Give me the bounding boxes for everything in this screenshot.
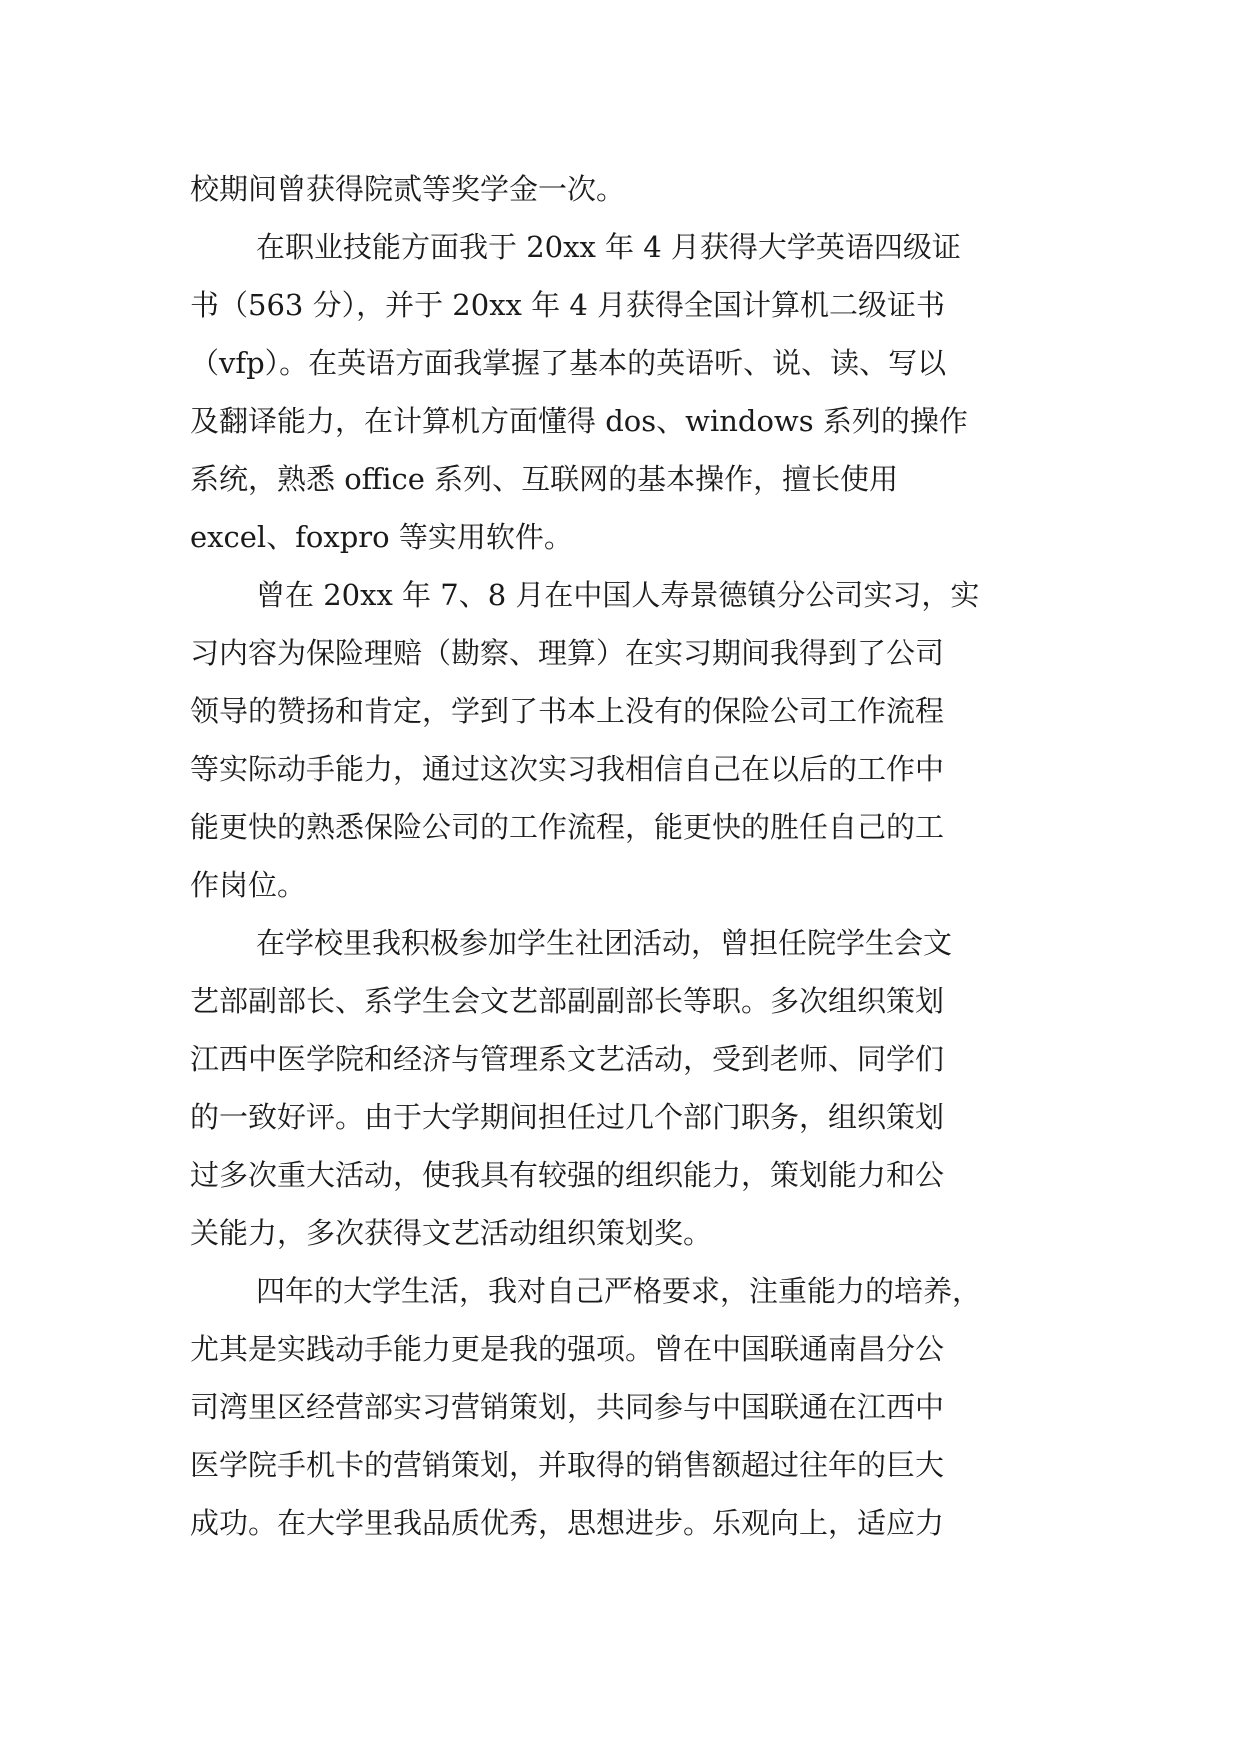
text-line: 关能力，多次获得文艺活动组织策划奖。: [190, 1216, 713, 1250]
text-line: 作岗位。: [190, 868, 307, 902]
text-line: 过多次重大活动，使我具有较强的组织能力，策划能力和公: [190, 1158, 945, 1192]
text-line: 校期间曾获得院贰等奖学金一次。: [190, 172, 626, 206]
text-line: excel、foxpro 等实用软件。: [190, 520, 573, 554]
text-line: 系统，熟悉 office 系列、互联网的基本操作，擅长使用: [190, 462, 899, 496]
text-line: 能更快的熟悉保险公司的工作流程，能更快的胜任自己的工: [190, 810, 945, 844]
text-line: 尤其是实践动手能力更是我的强项。曾在中国联通南昌分公: [190, 1332, 945, 1366]
text-line: 司湾里区经营部实习营销策划，共同参与中国联通在江西中: [190, 1390, 945, 1424]
text-line: 江西中医学院和经济与管理系文艺活动，受到老师、同学们: [190, 1042, 945, 1076]
paragraph-first-line: 在职业技能方面我于 20xx 年 4 月获得大学英语四级证: [256, 230, 961, 264]
text-line: 成功。在大学里我品质优秀，思想进步。乐观向上，适应力: [190, 1506, 945, 1540]
text-line: 书（563 分），并于 20xx 年 4 月获得全国计算机二级证书: [190, 288, 946, 322]
text-line: 及翻译能力，在计算机方面懂得 dos、windows 系列的操作: [190, 404, 968, 438]
paragraph-first-line: 曾在 20xx 年 7、8 月在中国人寿景德镇分公司实习，实: [256, 578, 980, 612]
text-line: 等实际动手能力，通过这次实习我相信自己在以后的工作中: [190, 752, 945, 786]
text-line: 医学院手机卡的营销策划，并取得的销售额超过往年的巨大: [190, 1448, 945, 1482]
paragraph-first-line: 在学校里我积极参加学生社团活动，曾担任院学生会文: [256, 926, 953, 960]
text-line: 习内容为保险理赔（勘察、理算）在实习期间我得到了公司: [190, 636, 945, 670]
text-line: 艺部副部长、系学生会文艺部副副部长等职。多次组织策划: [190, 984, 945, 1018]
text-line: （vfp）。在英语方面我掌握了基本的英语听、说、读、写以: [190, 346, 947, 380]
document-body: [190, 160, 1050, 1552]
paragraph-first-line: 四年的大学生活，我对自己严格要求，注重能力的培养，: [256, 1274, 982, 1308]
text-line: 领导的赞扬和肯定，学到了书本上没有的保险公司工作流程: [190, 694, 945, 728]
text-line: 的一致好评。由于大学期间担任过几个部门职务，组织策划: [190, 1100, 945, 1134]
